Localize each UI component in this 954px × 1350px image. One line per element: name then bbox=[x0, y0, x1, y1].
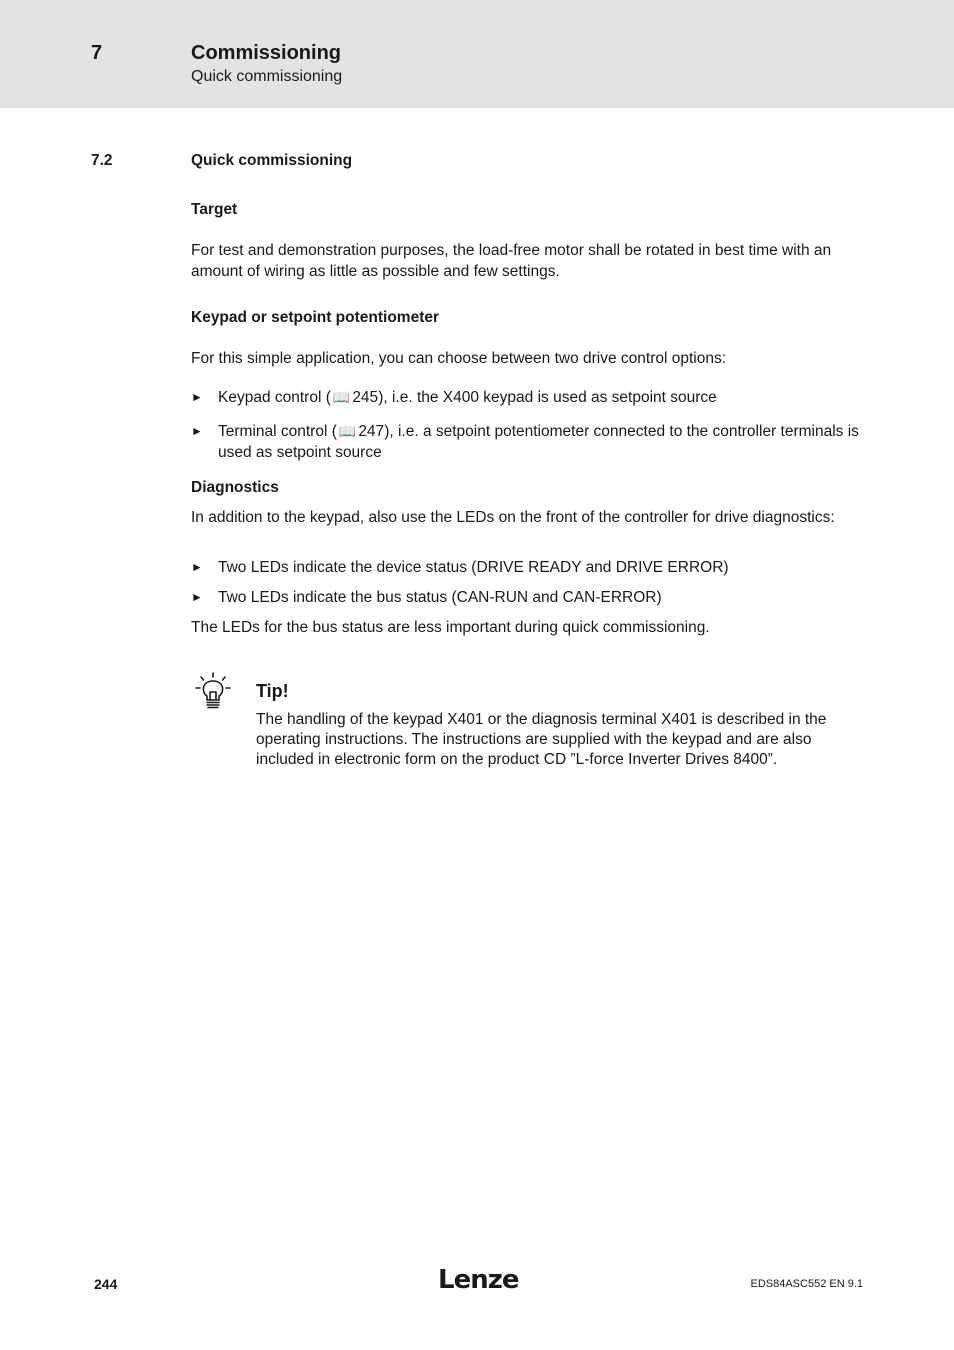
bullet-arrow-icon: ► bbox=[191, 590, 203, 604]
chapter-subtitle: Quick commissioning bbox=[191, 68, 343, 85]
book-icon: 📖 bbox=[332, 389, 351, 405]
page-reference-link[interactable]: 245 bbox=[352, 389, 379, 406]
tip-title: Tip! bbox=[256, 681, 289, 701]
diagnostics-intro: In addition to the keypad, also use the LEDs on the front of the controller for drive diagnostics: bbox=[191, 509, 835, 526]
list-item: ► Two LEDs indicate the device status (DRIVE READY and DRIVE ERROR) bbox=[191, 559, 729, 576]
page-reference-link[interactable]: 247 bbox=[358, 423, 385, 440]
book-icon: 📖 bbox=[338, 423, 357, 439]
bullet-arrow-icon: ► bbox=[191, 560, 203, 574]
keypad-intro: For this simple application, you can choose between two drive control options: bbox=[191, 350, 727, 367]
bullet-arrow-icon: ► bbox=[191, 390, 203, 404]
target-heading: Target bbox=[191, 201, 238, 218]
bullet-arrow-icon: ► bbox=[191, 424, 203, 438]
keypad-heading: Keypad or setpoint potentiometer bbox=[191, 309, 440, 326]
diagnostics-heading: Diagnostics bbox=[191, 479, 279, 496]
list-item: ► Keypad control ( 📖 245), i.e. the X400 keypad is used as setpoint source bbox=[191, 389, 717, 406]
list-item: ► Terminal control ( 📖 247), i.e. a setpoint potentiometer connected to the controller terminals is used as setpoint source bbox=[191, 423, 859, 461]
tip-text: The handling of the keypad X401 or the diagnosis terminal X401 is described in the operating instructions. The instructions are supplied with the keypad and are also included in electronic form on the product CD ”L-force Inverter Drives 8400”. bbox=[256, 711, 827, 768]
section-number: 7.2 bbox=[91, 152, 113, 169]
list-item: ► Two LEDs indicate the bus status (CAN-RUN and CAN-ERROR) bbox=[191, 589, 662, 606]
document-id: EDS84ASC552 EN 9.1 bbox=[750, 1278, 863, 1290]
page-number: 244 bbox=[94, 1276, 118, 1292]
diagnostics-outro: The LEDs for the bus status are less important during quick commissioning. bbox=[191, 619, 710, 636]
chapter-title: Commissioning bbox=[191, 42, 342, 64]
chapter-number: 7 bbox=[91, 42, 103, 64]
header-band bbox=[0, 0, 954, 108]
section-title: Quick commissioning bbox=[191, 152, 353, 169]
lightbulb-icon bbox=[193, 672, 233, 710]
target-text: For test and demonstration purposes, the load-free motor shall be rotated in best time with an amount of wiring as little as possible and few settings. bbox=[191, 242, 832, 280]
lenze-logo: Lenze bbox=[438, 1265, 519, 1295]
